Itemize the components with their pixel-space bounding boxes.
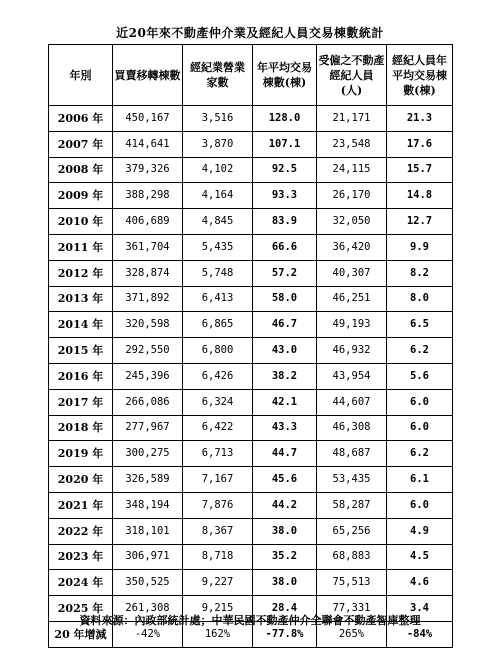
table-row xyxy=(49,312,453,338)
cell-year: 2010 年 xyxy=(49,209,113,235)
table-row xyxy=(49,338,453,364)
cell-avg-per-agency: 92.5 xyxy=(253,157,317,183)
cell-year: 2024 年 xyxy=(49,570,113,596)
cell-transfers: 379,326 xyxy=(113,157,183,183)
table-row xyxy=(49,467,453,493)
cell-year: 2013 年 xyxy=(49,286,113,312)
cell-agents: 24,115 xyxy=(317,157,387,183)
cell-agents: 75,513 xyxy=(317,570,387,596)
cell-agents: 77,331 xyxy=(317,596,387,622)
cell-transfers: 261,308 xyxy=(113,596,183,622)
cell-agents: 46,932 xyxy=(317,338,387,364)
table-row xyxy=(49,286,453,312)
header-avg-per-agent: 經紀人員年 平均交易棟 數(棟) xyxy=(387,45,453,106)
cell-avg-per-agency: -77.8% xyxy=(253,621,317,647)
header-agencies: 經紀業營業 家數 xyxy=(183,45,253,106)
cell-transfers: 318,101 xyxy=(113,518,183,544)
cell-transfers: 266,086 xyxy=(113,389,183,415)
cell-year: 2006 年 xyxy=(49,106,113,132)
cell-avg-per-agent: 17.6 xyxy=(387,131,453,157)
cell-avg-per-agency: 46.7 xyxy=(253,312,317,338)
header-year: 年別 xyxy=(49,45,113,106)
cell-year: 2012 年 xyxy=(49,260,113,286)
cell-agents: 68,883 xyxy=(317,544,387,570)
cell-avg-per-agent: 4.6 xyxy=(387,570,453,596)
cell-year: 2008 年 xyxy=(49,157,113,183)
table-row xyxy=(49,544,453,570)
cell-avg-per-agency: 42.1 xyxy=(253,389,317,415)
cell-agencies: 8,718 xyxy=(183,544,253,570)
cell-agencies: 6,422 xyxy=(183,415,253,441)
cell-avg-per-agent: 6.1 xyxy=(387,467,453,493)
cell-agents: 53,435 xyxy=(317,467,387,493)
cell-transfers: 292,550 xyxy=(113,338,183,364)
cell-agents: 58,287 xyxy=(317,492,387,518)
cell-year: 2017 年 xyxy=(49,389,113,415)
cell-agencies: 4,164 xyxy=(183,183,253,209)
cell-avg-per-agent: 6.0 xyxy=(387,389,453,415)
cell-agents: 40,307 xyxy=(317,260,387,286)
cell-year: 2022 年 xyxy=(49,518,113,544)
cell-avg-per-agency: 35.2 xyxy=(253,544,317,570)
cell-avg-per-agent: 6.0 xyxy=(387,415,453,441)
table-row xyxy=(49,415,453,441)
cell-agents: 32,050 xyxy=(317,209,387,235)
cell-transfers: 406,689 xyxy=(113,209,183,235)
cell-avg-per-agent: 6.0 xyxy=(387,492,453,518)
cell-agents: 49,193 xyxy=(317,312,387,338)
cell-year: 2021 年 xyxy=(49,492,113,518)
cell-agents: 46,308 xyxy=(317,415,387,441)
cell-avg-per-agency: 83.9 xyxy=(253,209,317,235)
cell-avg-per-agent: 14.8 xyxy=(387,183,453,209)
cell-year: 2014 年 xyxy=(49,312,113,338)
table-row xyxy=(49,260,453,286)
cell-avg-per-agent: 6.2 xyxy=(387,441,453,467)
cell-agencies: 9,227 xyxy=(183,570,253,596)
cell-agents: 48,687 xyxy=(317,441,387,467)
table-title: 近20年來不動產仲介業及經紀人員交易棟數統計 xyxy=(116,26,384,40)
cell-agencies: 7,167 xyxy=(183,467,253,493)
cell-year: 2007 年 xyxy=(49,131,113,157)
cell-agents: 65,256 xyxy=(317,518,387,544)
cell-transfers: 320,598 xyxy=(113,312,183,338)
cell-transfers: 348,194 xyxy=(113,492,183,518)
cell-transfers: 326,589 xyxy=(113,467,183,493)
header-avg-per-agency: 年平均交易 棟數(棟) xyxy=(253,45,317,106)
cell-transfers: 328,874 xyxy=(113,260,183,286)
table-row xyxy=(49,234,453,260)
cell-avg-per-agency: 43.3 xyxy=(253,415,317,441)
cell-agencies: 7,876 xyxy=(183,492,253,518)
cell-avg-per-agent: -84% xyxy=(387,621,453,647)
cell-year: 2023 年 xyxy=(49,544,113,570)
cell-agencies: 6,800 xyxy=(183,338,253,364)
statistics-table xyxy=(48,44,453,648)
cell-avg-per-agency: 28.4 xyxy=(253,596,317,622)
cell-avg-per-agency: 45.6 xyxy=(253,467,317,493)
header-transfers: 買賣移轉棟數 xyxy=(113,45,183,106)
cell-avg-per-agent: 3.4 xyxy=(387,596,453,622)
cell-agents: 36,420 xyxy=(317,234,387,260)
cell-avg-per-agency: 93.3 xyxy=(253,183,317,209)
source-note: 資料來源：內政部統計處；中華民國不動產仲介全聯會不動產智庫整理 xyxy=(79,614,421,627)
cell-agents: 43,954 xyxy=(317,363,387,389)
cell-avg-per-agency: 128.0 xyxy=(253,106,317,132)
cell-avg-per-agency: 107.1 xyxy=(253,131,317,157)
cell-avg-per-agency: 66.6 xyxy=(253,234,317,260)
cell-avg-per-agent: 12.7 xyxy=(387,209,453,235)
cell-year: 2025 年 xyxy=(49,596,113,622)
cell-avg-per-agent: 8.2 xyxy=(387,260,453,286)
cell-avg-per-agency: 58.0 xyxy=(253,286,317,312)
cell-transfers: 245,396 xyxy=(113,363,183,389)
cell-avg-per-agent: 21.3 xyxy=(387,106,453,132)
cell-agencies: 162% xyxy=(183,621,253,647)
cell-transfers: 350,525 xyxy=(113,570,183,596)
cell-agencies: 5,435 xyxy=(183,234,253,260)
cell-avg-per-agent: 4.5 xyxy=(387,544,453,570)
cell-agencies: 5,748 xyxy=(183,260,253,286)
cell-agents: 21,171 xyxy=(317,106,387,132)
cell-agencies: 3,516 xyxy=(183,106,253,132)
cell-avg-per-agent: 6.2 xyxy=(387,338,453,364)
cell-avg-per-agency: 38.0 xyxy=(253,518,317,544)
table-row xyxy=(49,106,453,132)
header-agents: 受僱之不動產 經紀人員 (人) xyxy=(317,45,387,106)
cell-agencies: 6,413 xyxy=(183,286,253,312)
cell-avg-per-agency: 43.0 xyxy=(253,338,317,364)
cell-avg-per-agent: 15.7 xyxy=(387,157,453,183)
cell-transfers: 306,971 xyxy=(113,544,183,570)
cell-year: 20 年增減 xyxy=(49,621,113,647)
table-body xyxy=(49,106,453,648)
cell-agents: 23,548 xyxy=(317,131,387,157)
table-row xyxy=(49,131,453,157)
cell-agencies: 3,870 xyxy=(183,131,253,157)
cell-transfers: 414,641 xyxy=(113,131,183,157)
cell-agents: 44,607 xyxy=(317,389,387,415)
cell-avg-per-agency: 38.2 xyxy=(253,363,317,389)
cell-avg-per-agent: 6.5 xyxy=(387,312,453,338)
cell-avg-per-agency: 44.7 xyxy=(253,441,317,467)
cell-year: 2019 年 xyxy=(49,441,113,467)
cell-transfers: 300,275 xyxy=(113,441,183,467)
cell-agents: 265% xyxy=(317,621,387,647)
cell-avg-per-agency: 57.2 xyxy=(253,260,317,286)
cell-year: 2016 年 xyxy=(49,363,113,389)
cell-avg-per-agent: 5.6 xyxy=(387,363,453,389)
table-row xyxy=(49,209,453,235)
cell-year: 2015 年 xyxy=(49,338,113,364)
cell-agencies: 6,865 xyxy=(183,312,253,338)
cell-transfers: 450,167 xyxy=(113,106,183,132)
cell-transfers: 361,704 xyxy=(113,234,183,260)
cell-transfers: -42% xyxy=(113,621,183,647)
cell-agents: 26,170 xyxy=(317,183,387,209)
cell-avg-per-agency: 38.0 xyxy=(253,570,317,596)
table-row xyxy=(49,389,453,415)
table-row xyxy=(49,518,453,544)
cell-transfers: 388,298 xyxy=(113,183,183,209)
cell-year: 2009 年 xyxy=(49,183,113,209)
cell-agencies: 9,215 xyxy=(183,596,253,622)
cell-agencies: 6,713 xyxy=(183,441,253,467)
table-row xyxy=(49,183,453,209)
table-row xyxy=(49,570,453,596)
header-row xyxy=(49,45,453,106)
cell-agencies: 6,324 xyxy=(183,389,253,415)
cell-avg-per-agent: 9.9 xyxy=(387,234,453,260)
table-row xyxy=(49,157,453,183)
table-row xyxy=(49,363,453,389)
cell-transfers: 371,892 xyxy=(113,286,183,312)
cell-transfers: 277,967 xyxy=(113,415,183,441)
table-row xyxy=(49,441,453,467)
cell-agencies: 4,845 xyxy=(183,209,253,235)
cell-agencies: 6,426 xyxy=(183,363,253,389)
cell-year: 2018 年 xyxy=(49,415,113,441)
cell-agencies: 4,102 xyxy=(183,157,253,183)
cell-avg-per-agent: 4.9 xyxy=(387,518,453,544)
cell-agents: 46,251 xyxy=(317,286,387,312)
cell-year: 2011 年 xyxy=(49,234,113,260)
cell-avg-per-agency: 44.2 xyxy=(253,492,317,518)
cell-avg-per-agent: 8.0 xyxy=(387,286,453,312)
table-row xyxy=(49,492,453,518)
cell-agencies: 8,367 xyxy=(183,518,253,544)
cell-year: 2020 年 xyxy=(49,467,113,493)
